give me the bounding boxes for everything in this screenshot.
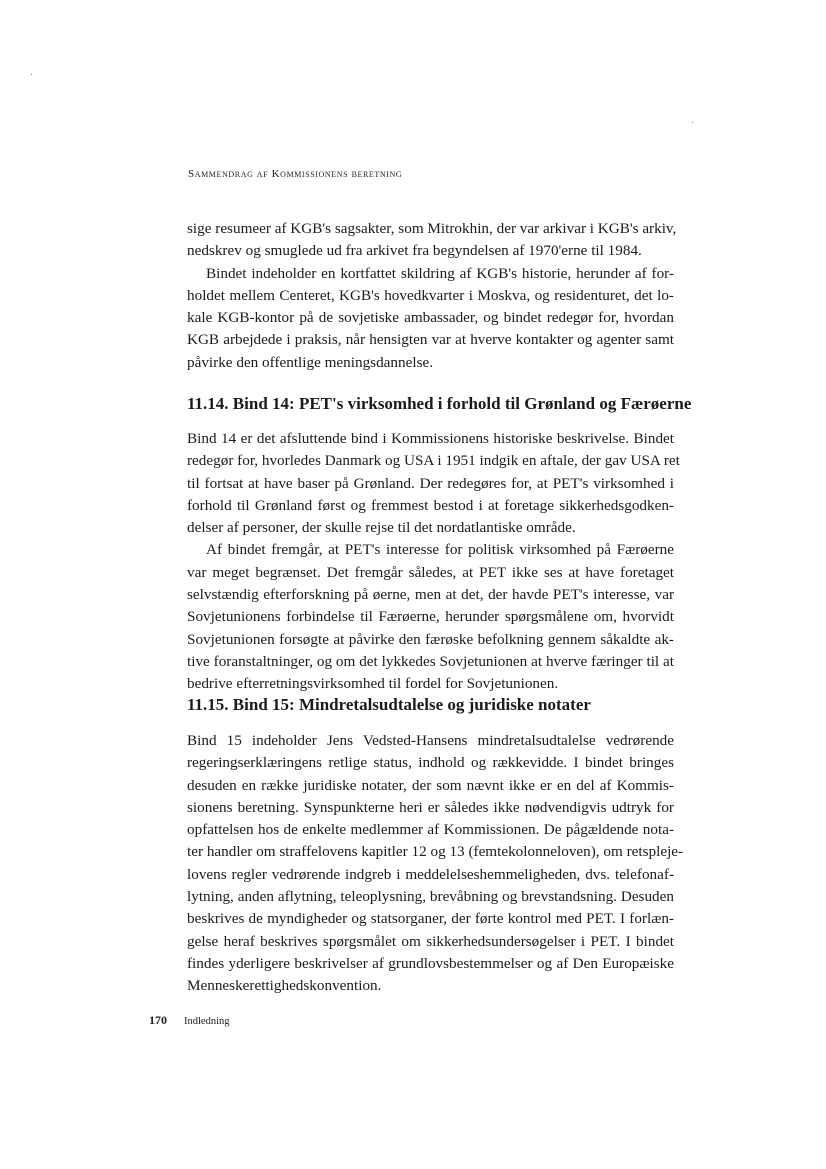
section-15-body	[187, 730, 684, 998]
text-line: redegør for, hvorledes Danmark og USA i 1951 indgik en aftale, der gav USA ret	[187, 452, 680, 470]
text-line: beskrives de myndigheder og statsorganer, der førte kontrol med PET. I forlæn-	[187, 910, 674, 928]
text-line: nedskrev og smuglede ud fra arkivet fra begyndelsen af 1970'erne til 1984.	[187, 242, 642, 260]
text-line: sionens beretning. Synspunkterne heri er således ikke nødvendigvis udtryk for	[187, 798, 674, 816]
text-line: sige resumeer af KGB's sagsakter, som Mitrokhin, der var arkivar i KGB's arkiv,	[187, 220, 677, 237]
text-line: lovens regler vedrørende indgreb i meddelelseshemmeligheden, dvs. telefonaf-	[187, 865, 674, 883]
text-line: Bindet indeholder en kortfattet skildring af KGB's historie, herunder af for-	[206, 264, 674, 282]
section-14-paragraph-2	[187, 539, 674, 695]
text-line: kale KGB-kontor på de sovjetiske ambassader, og bindet redegør for, hvordan	[187, 309, 674, 327]
text-line: tive foranstaltninger, og om det lykkedes Sovjetunionen at hverve færinger til at	[187, 652, 674, 670]
text-line: Bind 15 indeholder Jens Vedsted-Hansens mindretalsudtalelse vedrørende	[187, 732, 674, 749]
text-line: ter handler om straffelovens kapitler 12 og 13 (femtekolonneloven), om retspleje-	[187, 843, 684, 861]
text-line: opfattelsen hos de enkelte medlemmer af Kommissionen. De pågældende nota-	[187, 821, 674, 839]
section-heading: 11.14. Bind 14: PET's virksomhed i forhold til Grønland og Færøerne	[187, 394, 692, 413]
text-line: delser af personer, der skulle rejse til det nordatlantiske område.	[187, 519, 576, 537]
text-line: til fortsat at have baser på Grønland. Der redegøres for, at PET's virksomhed i	[187, 474, 674, 492]
footer-label: Indledning	[184, 1016, 230, 1027]
page-footer	[149, 1013, 230, 1028]
page-number: 170	[149, 1013, 167, 1027]
text-line: regeringserklæringens retlige status, indhold og rækkevidde. I bindet bringes	[187, 754, 674, 772]
text-line: bedrive efterretningsvirksomhed til fordel for Sovjetunionen.	[187, 675, 559, 693]
text-line: forhold til Grønland først og fremmest bestod i at foretage sikkerhedsgodken-	[187, 496, 674, 514]
section-15-paragraph-1	[187, 730, 684, 998]
text-line: Bind 14 er det afsluttende bind i Kommissionens historiske beskrivelse. Bindet	[187, 430, 674, 447]
intro-paragraph-2	[187, 263, 674, 374]
text-line: Sovjetunionens forbindelse til Færøerne, herunder spørgsmålene om, hvorvidt	[187, 608, 674, 626]
text-line: gelse heraf beskrives spørgsmålet om sikkerhedsundersøgelser i PET. I bindet	[187, 932, 674, 950]
intro-block	[187, 218, 677, 374]
text-line: Menneskerettighedskonvention.	[187, 977, 382, 995]
text-line: desuden en række juridiske notater, der som nævnt ikke er en del af Kommis-	[187, 776, 674, 794]
text-line: lytning, anden aflytning, teleoplysning, brevåbning og brevstandsning. Desuden	[187, 888, 674, 906]
section-heading: 11.15. Bind 15: Mindretalsudtalelse og juridiske notater	[187, 695, 591, 714]
text-line: findes yderligere beskrivelser af grundlovsbestemmelser og af Den Europæiske	[187, 954, 674, 972]
section-14-paragraph-1	[187, 428, 680, 539]
running-head: Sammendrag af Kommissionens beretning	[188, 168, 403, 180]
text-line: var meget begrænset. Det fremgår således, at PET ikke ses at have foretaget	[187, 563, 674, 581]
scan-speck	[692, 122, 693, 123]
text-line: selvstændig efterforskning på øerne, men at det, der havde PET's interesse, var	[187, 586, 674, 604]
section-14	[187, 393, 692, 415]
scan-speck	[31, 74, 32, 75]
section-15	[187, 694, 674, 716]
text-line: påvirke den offentlige meningsdannelse.	[187, 353, 434, 371]
text-line: Af bindet fremgår, at PET's interesse for politisk virksomhed på Færøerne	[206, 541, 674, 559]
section-14-body	[187, 428, 680, 696]
text-line: KGB arbejdede i praksis, når hensigten var at hverve kontakter og agenter samt	[187, 331, 674, 349]
text-line: holdet mellem Centeret, KGB's hovedkvarter i Moskva, og residenturet, det lo-	[187, 286, 674, 304]
text-line: Sovjetunionen forsøgte at påvirke den færøske befolkning gennem såkaldte ak-	[187, 630, 674, 648]
intro-paragraph-1	[187, 218, 677, 263]
